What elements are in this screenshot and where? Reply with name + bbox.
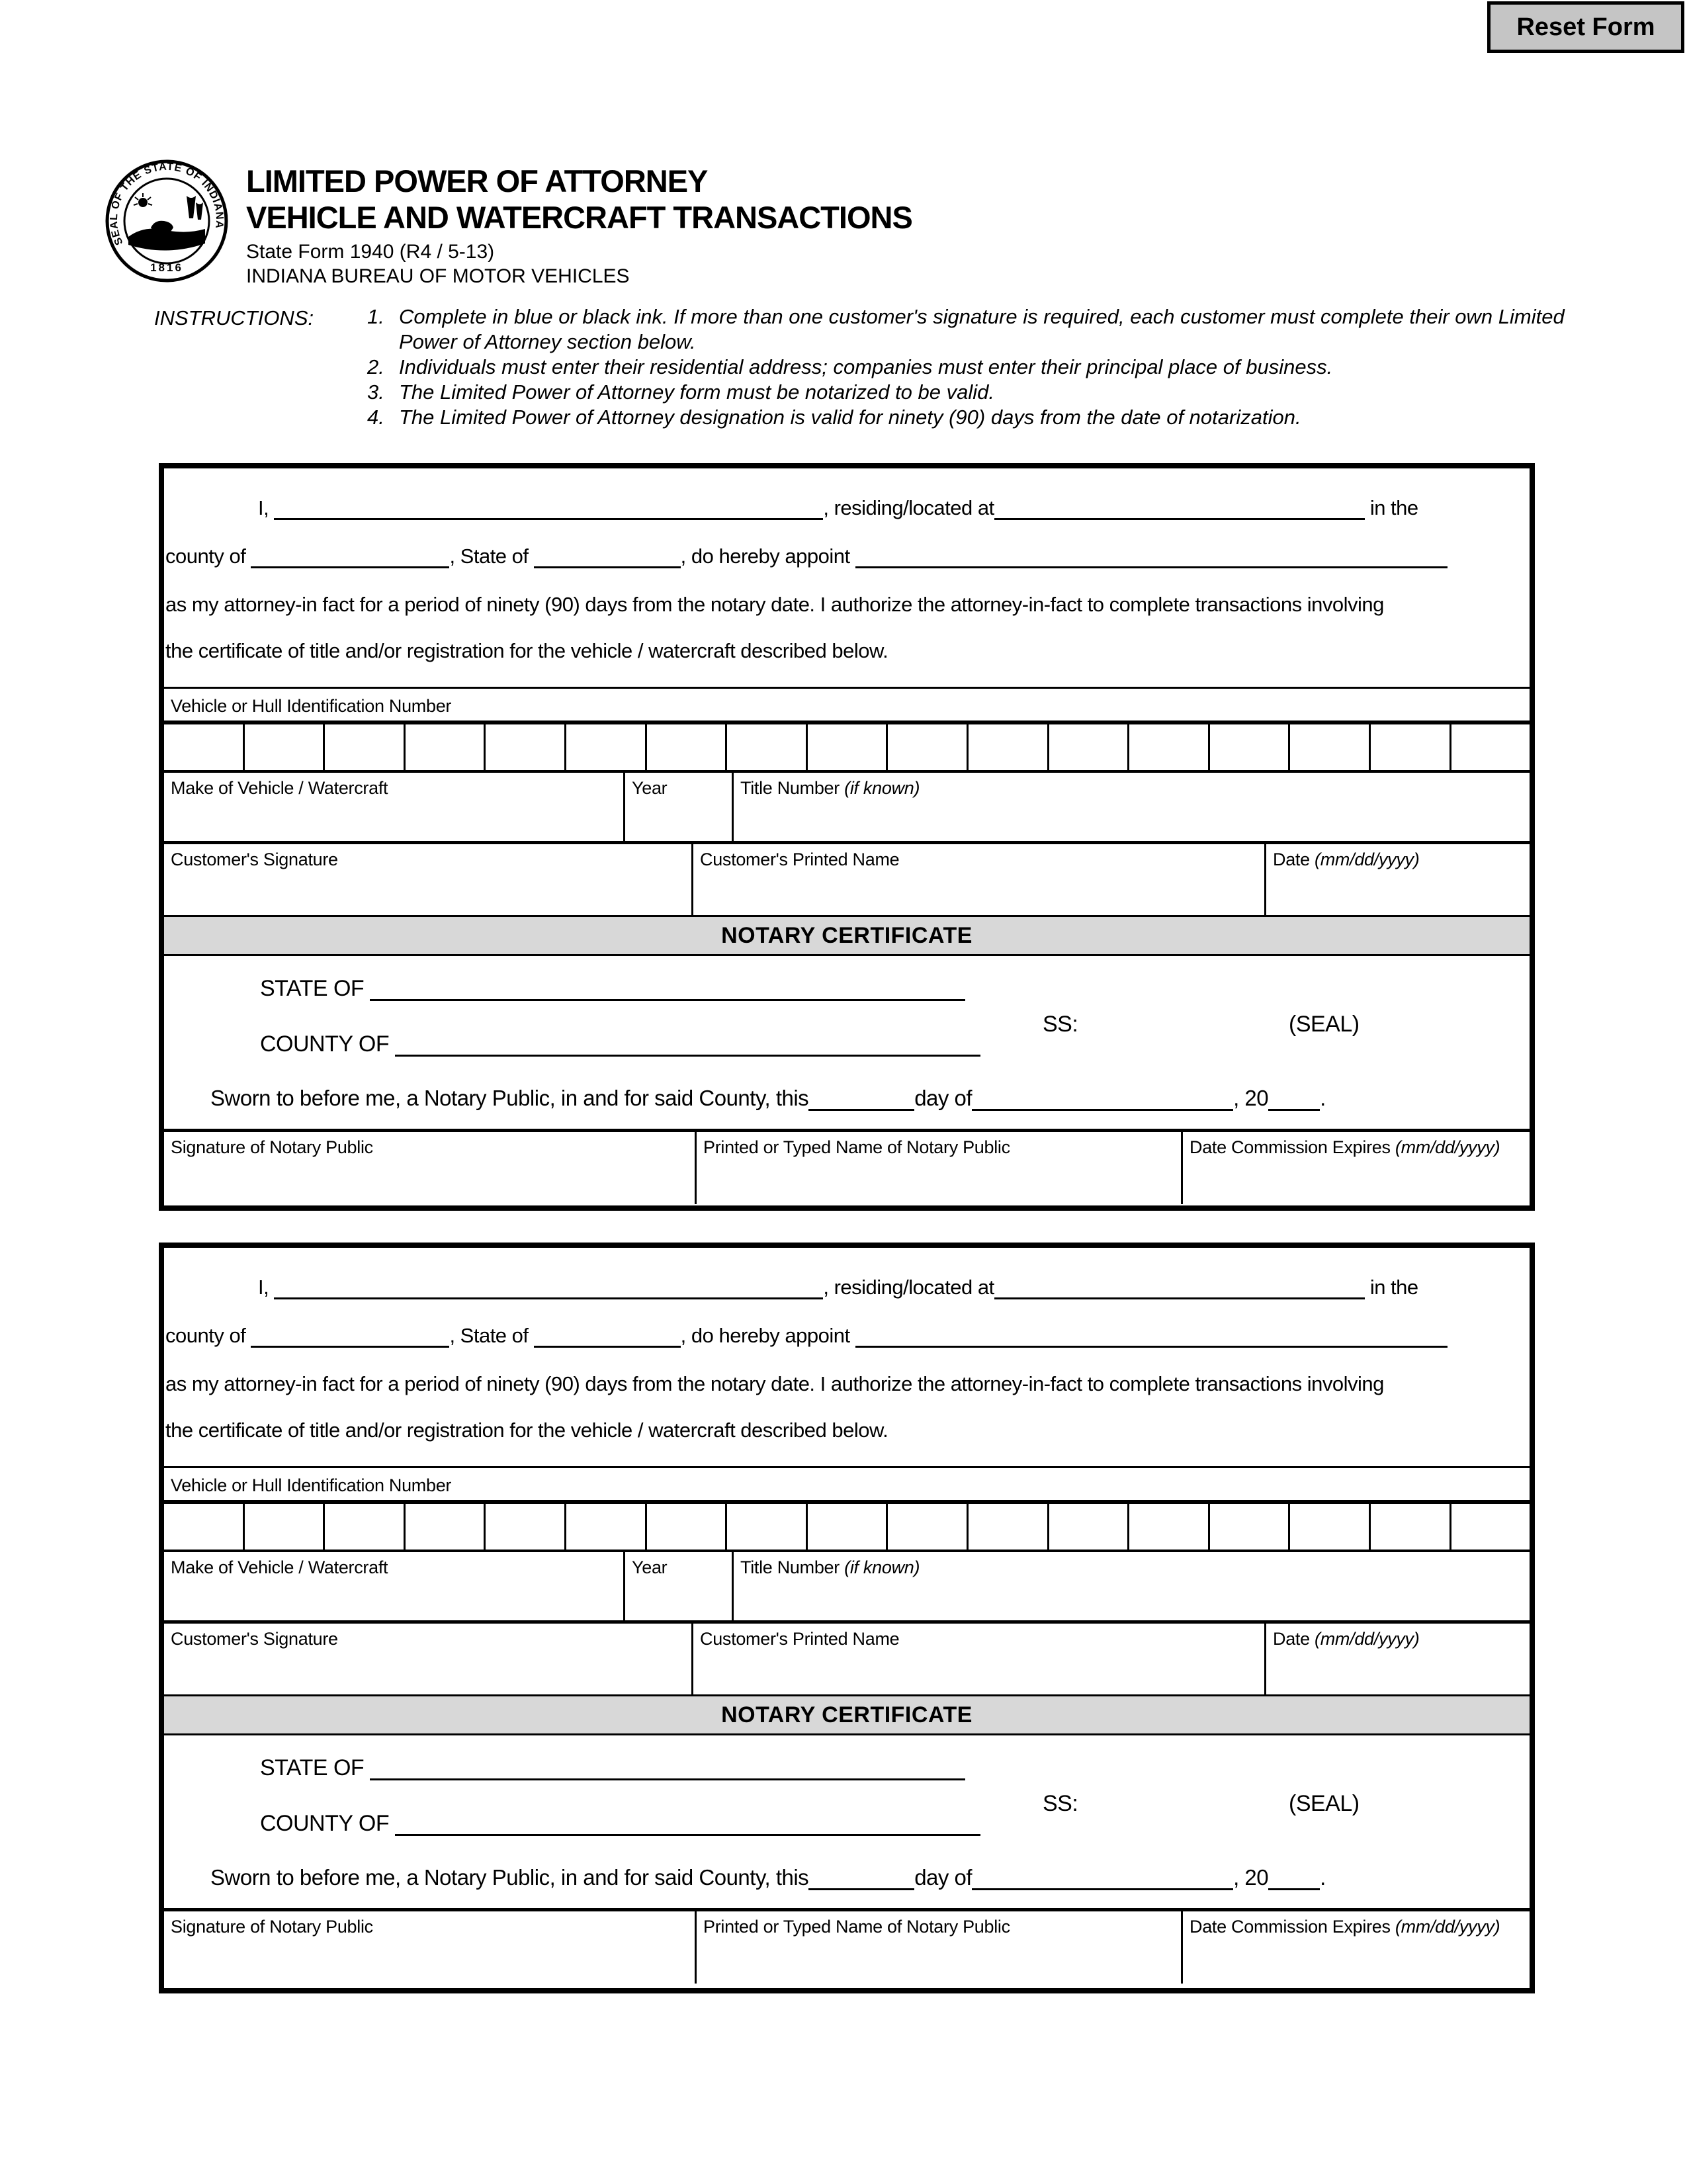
vin-character-cell[interactable] xyxy=(727,1504,808,1550)
commission-expires-field[interactable] xyxy=(1183,1911,1530,1984)
vin-character-cell[interactable] xyxy=(164,1504,245,1550)
notary-signature-field[interactable] xyxy=(164,1132,697,1204)
notary-certificate-body xyxy=(164,1735,1530,1908)
instruction-text: The Limited Power of Attorney designation is valid for ninety (90) days from the date of notarization. xyxy=(399,406,1301,429)
vin-input-row xyxy=(164,724,1530,773)
notary-county-blank[interactable] xyxy=(395,1812,980,1836)
seal-scene xyxy=(128,193,205,251)
indiana-state-seal-graphic xyxy=(105,159,229,283)
instructions-list xyxy=(367,304,1596,430)
customer-signature-label: Customer's Signature xyxy=(171,850,338,869)
instructions-section xyxy=(154,304,1596,430)
instruction-text: The Limited Power of Attorney form must be notarized to be valid. xyxy=(399,380,994,404)
notary-seal-placeholder: (SEAL) xyxy=(1289,1012,1360,1037)
notary-printed-name-field[interactable] xyxy=(697,1911,1183,1984)
vin-character-cell[interactable] xyxy=(727,724,808,770)
title-number-field[interactable] xyxy=(734,1552,1530,1620)
year-label: Year xyxy=(632,1557,668,1577)
limited-poa-section xyxy=(159,1243,1535,1993)
instruction-text: Individuals must enter their residential address; companies must enter their principal place of business. xyxy=(399,355,1333,378)
residence-address-blank[interactable] xyxy=(994,498,1365,520)
vin-character-cell[interactable] xyxy=(1049,1504,1130,1550)
notary-ss-label: SS: xyxy=(1043,1791,1078,1816)
make-of-vehicle-field[interactable] xyxy=(164,1552,625,1620)
indiana-state-seal xyxy=(105,159,229,283)
notary-ss-label: SS: xyxy=(1043,1012,1078,1037)
vin-character-cell[interactable] xyxy=(888,1504,969,1550)
notary-state-of-label: STATE OF xyxy=(260,976,365,1001)
grantor-name-blank[interactable] xyxy=(274,498,823,520)
customer-printed-name-field[interactable] xyxy=(693,1624,1266,1694)
residence-address-blank[interactable] xyxy=(994,1277,1365,1299)
statement-text: , do hereby appoint xyxy=(680,1324,850,1347)
vin-character-cell[interactable] xyxy=(1451,1504,1530,1550)
statement-text: , residing/located at xyxy=(823,1276,994,1299)
statement-text: as my attorney-in fact for a period of ninety (90) days from the notary date. I authorize the attorney-in-fact to complete transactions involving xyxy=(165,1372,1384,1395)
statement-text: county of xyxy=(165,1324,246,1347)
notary-signature-field[interactable] xyxy=(164,1911,697,1984)
notary-printed-name-field[interactable] xyxy=(697,1132,1183,1204)
vin-character-cell[interactable] xyxy=(1129,1504,1210,1550)
vin-character-cell[interactable] xyxy=(406,724,486,770)
customer-date-field[interactable] xyxy=(1266,844,1530,915)
vehicle-info-row xyxy=(164,773,1530,844)
notary-county-of-label: COUNTY OF xyxy=(260,1031,390,1057)
vin-character-cell[interactable] xyxy=(486,724,566,770)
vin-character-cell[interactable] xyxy=(969,1504,1049,1550)
county-blank[interactable] xyxy=(251,546,449,568)
date-format-note: (mm/dd/yyyy) xyxy=(1315,1629,1420,1649)
vin-character-cell[interactable] xyxy=(1290,1504,1371,1550)
title-number-label: Title Number xyxy=(740,1557,840,1577)
instruction-number: 1. xyxy=(367,305,384,328)
instruction-text: Complete in blue or black ink. If more than one customer's signature is required, each customer must complete their own Limited Power of Attorney section below. xyxy=(399,305,1565,353)
notary-signature-label: Signature of Notary Public xyxy=(171,1917,373,1937)
instruction-number: 2. xyxy=(367,355,384,378)
county-blank[interactable] xyxy=(251,1325,449,1348)
vin-character-cell[interactable] xyxy=(1451,724,1530,770)
vehicle-info-row xyxy=(164,1552,1530,1624)
commission-expires-label: Date Commission Expires xyxy=(1190,1137,1391,1157)
vin-label: Vehicle or Hull Identification Number xyxy=(164,687,1530,724)
form-title-line1: LIMITED POWER OF ATTORNEY xyxy=(246,163,708,198)
limited-poa-section xyxy=(159,463,1535,1211)
vin-character-cell[interactable] xyxy=(1371,1504,1451,1550)
vin-character-cell[interactable] xyxy=(647,1504,728,1550)
vin-label: Vehicle or Hull Identification Number xyxy=(164,1466,1530,1504)
vin-character-cell[interactable] xyxy=(486,1504,566,1550)
year-field[interactable] xyxy=(625,1552,734,1620)
commission-date-format-note: (mm/dd/yyyy) xyxy=(1395,1137,1500,1157)
reset-form-button[interactable]: Reset Form xyxy=(1487,1,1684,53)
notary-state-blank[interactable] xyxy=(370,1756,965,1780)
notary-day-blank[interactable] xyxy=(808,1087,914,1111)
notary-year-blank[interactable] xyxy=(1268,1866,1320,1890)
instruction-number: 3. xyxy=(367,380,384,404)
sworn-statement-text: , 20 xyxy=(1233,1086,1269,1110)
sworn-statement-text: Sworn to before me, a Notary Public, in and for said County, this xyxy=(210,1086,809,1110)
commission-date-format-note: (mm/dd/yyyy) xyxy=(1395,1917,1500,1937)
attorney-in-fact-name-blank[interactable] xyxy=(855,546,1448,568)
vin-character-cell[interactable] xyxy=(647,724,728,770)
notary-printed-name-label: Printed or Typed Name of Notary Public xyxy=(703,1917,1010,1937)
vin-character-cell[interactable] xyxy=(325,1504,406,1550)
vin-character-cell[interactable] xyxy=(566,724,647,770)
notary-state-blank[interactable] xyxy=(370,977,965,1001)
notary-county-blank[interactable] xyxy=(395,1032,980,1057)
sworn-statement-text: day of xyxy=(914,1086,973,1110)
sworn-statement-text: . xyxy=(1320,1865,1326,1890)
vin-character-cell[interactable] xyxy=(888,724,969,770)
title-number-note: (if known) xyxy=(844,1557,920,1577)
year-field[interactable] xyxy=(625,773,734,841)
statement-text: , State of xyxy=(449,1324,529,1347)
state-form-number: State Form 1940 (R4 / 5-13) xyxy=(246,241,495,263)
state-blank[interactable] xyxy=(534,546,681,568)
sworn-statement-text: Sworn to before me, a Notary Public, in and for said County, this xyxy=(210,1865,809,1890)
vin-character-cell[interactable] xyxy=(1129,724,1210,770)
vin-character-cell[interactable] xyxy=(566,1504,647,1550)
title-number-label: Title Number xyxy=(740,778,840,798)
sworn-statement-text: . xyxy=(1320,1086,1326,1110)
poa-statement xyxy=(164,1248,1530,1466)
form-title-line2: VEHICLE AND WATERCRAFT TRANSACTIONS xyxy=(246,200,912,235)
vin-input-row xyxy=(164,1504,1530,1552)
customer-signature-row xyxy=(164,1624,1530,1696)
poa-statement xyxy=(164,468,1530,687)
notary-certificate-header: NOTARY CERTIFICATE xyxy=(164,1696,1530,1735)
instruction-item xyxy=(367,405,1596,430)
state-blank[interactable] xyxy=(534,1325,681,1348)
instruction-number: 4. xyxy=(367,406,384,429)
vin-character-cell[interactable] xyxy=(808,724,888,770)
sworn-statement-text: , 20 xyxy=(1233,1865,1269,1890)
customer-printed-name-field[interactable] xyxy=(693,844,1266,915)
vin-character-cell[interactable] xyxy=(1371,724,1451,770)
vin-character-cell[interactable] xyxy=(1210,724,1291,770)
vin-character-cell[interactable] xyxy=(164,724,245,770)
statement-text: the certificate of title and/or registration for the vehicle / watercraft described below. xyxy=(165,1419,888,1442)
notary-certificate-header: NOTARY CERTIFICATE xyxy=(164,917,1530,956)
commission-expires-label: Date Commission Expires xyxy=(1190,1917,1391,1937)
statement-text: , residing/located at xyxy=(823,496,994,519)
customer-printed-name-label: Customer's Printed Name xyxy=(700,850,900,869)
notary-printed-name-label: Printed or Typed Name of Notary Public xyxy=(703,1137,1010,1157)
notary-seal-placeholder: (SEAL) xyxy=(1289,1791,1360,1816)
notary-county-of-label: COUNTY OF xyxy=(260,1811,390,1836)
instruction-item xyxy=(367,355,1596,380)
vin-character-cell[interactable] xyxy=(1049,724,1130,770)
make-of-vehicle-label: Make of Vehicle / Watercraft xyxy=(171,778,388,798)
form-header xyxy=(246,163,912,288)
statement-text: I, xyxy=(258,496,269,519)
customer-date-field[interactable] xyxy=(1266,1624,1530,1694)
customer-printed-name-label: Customer's Printed Name xyxy=(700,1629,900,1649)
notary-month-blank[interactable] xyxy=(972,1087,1233,1111)
year-label: Year xyxy=(632,778,668,798)
notary-state-of-label: STATE OF xyxy=(260,1755,365,1780)
notary-year-blank[interactable] xyxy=(1268,1087,1320,1111)
statement-text: in the xyxy=(1369,1276,1418,1299)
statement-text: the certificate of title and/or registration for the vehicle / watercraft described below. xyxy=(165,639,888,662)
date-format-note: (mm/dd/yyyy) xyxy=(1315,850,1420,869)
seal-ring-text: SEAL OF THE STATE OF INDIANA xyxy=(108,161,226,247)
notary-signature-row xyxy=(164,1129,1530,1204)
seal-year-text: 1816 xyxy=(150,261,183,274)
customer-signature-field[interactable] xyxy=(164,844,693,915)
title-number-field[interactable] xyxy=(734,773,1530,841)
notary-signature-row xyxy=(164,1908,1530,1984)
commission-expires-field[interactable] xyxy=(1183,1132,1530,1204)
vin-character-cell[interactable] xyxy=(808,1504,888,1550)
notary-month-blank[interactable] xyxy=(972,1866,1233,1890)
statement-text: as my attorney-in fact for a period of ninety (90) days from the notary date. I authorize the attorney-in-fact to complete transactions involving xyxy=(165,593,1384,616)
date-label: Date xyxy=(1273,850,1310,869)
statement-text: , State of xyxy=(449,545,529,568)
vin-character-cell[interactable] xyxy=(1210,1504,1291,1550)
vin-character-cell[interactable] xyxy=(245,724,325,770)
agency-name: INDIANA BUREAU OF MOTOR VEHICLES xyxy=(246,265,630,287)
attorney-in-fact-name-blank[interactable] xyxy=(855,1325,1448,1348)
date-label: Date xyxy=(1273,1629,1310,1649)
statement-text: I, xyxy=(258,1276,269,1299)
instructions-label: INSTRUCTIONS: xyxy=(154,306,314,329)
notary-day-blank[interactable] xyxy=(808,1866,914,1890)
vin-character-cell[interactable] xyxy=(406,1504,486,1550)
instruction-item xyxy=(367,380,1596,405)
vin-character-cell[interactable] xyxy=(245,1504,325,1550)
statement-text: in the xyxy=(1369,496,1418,519)
notary-signature-label: Signature of Notary Public xyxy=(171,1137,373,1157)
statement-text: county of xyxy=(165,545,246,568)
instruction-item xyxy=(367,304,1596,355)
vin-character-cell[interactable] xyxy=(325,724,406,770)
customer-signature-label: Customer's Signature xyxy=(171,1629,338,1649)
make-of-vehicle-field[interactable] xyxy=(164,773,625,841)
make-of-vehicle-label: Make of Vehicle / Watercraft xyxy=(171,1557,388,1577)
vin-character-cell[interactable] xyxy=(1290,724,1371,770)
customer-signature-row xyxy=(164,844,1530,917)
grantor-name-blank[interactable] xyxy=(274,1277,823,1299)
sworn-statement-text: day of xyxy=(914,1865,973,1890)
statement-text: , do hereby appoint xyxy=(680,545,850,568)
vin-character-cell[interactable] xyxy=(969,724,1049,770)
notary-certificate-body xyxy=(164,956,1530,1129)
title-number-note: (if known) xyxy=(844,778,920,798)
customer-signature-field[interactable] xyxy=(164,1624,693,1694)
